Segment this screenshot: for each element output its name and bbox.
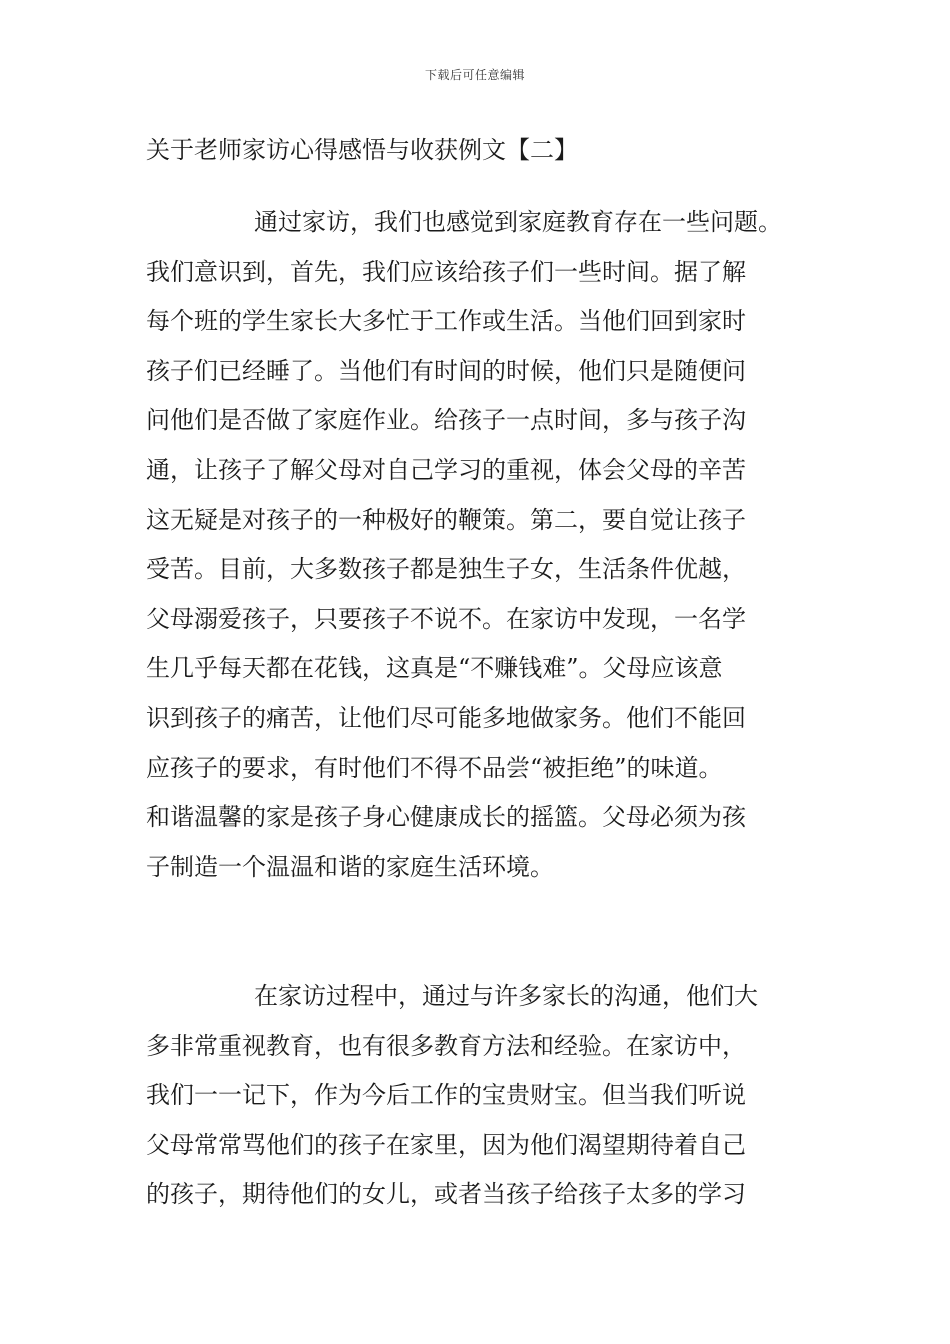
paragraph-line: 父母溺爱孩子，只要孩子不说不。在家访中发现，一名学 <box>146 604 746 633</box>
paragraph-line: 孩子们已经睡了。当他们有时间的时候，他们只是随便问 <box>146 356 746 385</box>
paragraph-line: 识到孩子的痛苦，让他们尽可能多地做家务。他们不能回 <box>146 703 746 732</box>
paragraph-line: 每个班的学生家长大多忙于工作或生活。当他们回到家时 <box>146 307 746 336</box>
paragraph-line: 多非常重视教育，也有很多教育方法和经验。在家访中， <box>146 1031 746 1060</box>
paragraph-line: 应孩子的要求，有时他们不得不品尝“被拒绝”的味道。 <box>146 753 723 782</box>
paragraph-line: 子制造一个温温和谐的家庭生活环境。 <box>146 852 554 881</box>
paragraph-line: 生几乎每天都在花钱，这真是“不赚钱难”。父母应该意 <box>146 654 723 683</box>
paragraph-line: 通，让孩子了解父母对自己学习的重视，体会父母的辛苦 <box>146 455 746 484</box>
paragraph-line: 通过家访，我们也感觉到家庭教育存在一些问题。 <box>254 208 782 236</box>
paragraph-line: 这无疑是对孩子的一种极好的鞭策。第二，要自觉让孩子 <box>146 505 746 534</box>
paragraph-1 <box>146 198 782 892</box>
paragraph-line: 我们意识到，首先，我们应该给孩子们一些时间。据了解 <box>146 257 746 286</box>
paragraph-line: 我们一一记下，作为今后工作的宝贵财宝。但当我们听说 <box>146 1081 746 1110</box>
paragraph-line: 父母常常骂他们的孩子在家里，因为他们渴望期待着自己 <box>146 1130 746 1159</box>
paragraph-line: 受苦。目前，大多数孩子都是独生子女，生活条件优越， <box>146 555 746 584</box>
page-header-note: 下载后可任意编辑 <box>424 68 525 82</box>
paragraph-line: 问他们是否做了家庭作业。给孩子一点时间，多与孩子沟 <box>146 406 746 435</box>
document-title: 关于老师家访心得感悟与收获例文【二】 <box>146 136 578 164</box>
paragraph-line: 在家访过程中，通过与许多家长的沟通，他们大 <box>254 982 758 1010</box>
paragraph-2 <box>146 972 758 1220</box>
paragraph-line: 的孩子，期待他们的女儿，或者当孩子给孩子太多的学习 <box>146 1180 746 1209</box>
paragraph-line: 和谐温馨的家是孩子身心健康成长的摇篮。父母必须为孩 <box>146 803 746 832</box>
